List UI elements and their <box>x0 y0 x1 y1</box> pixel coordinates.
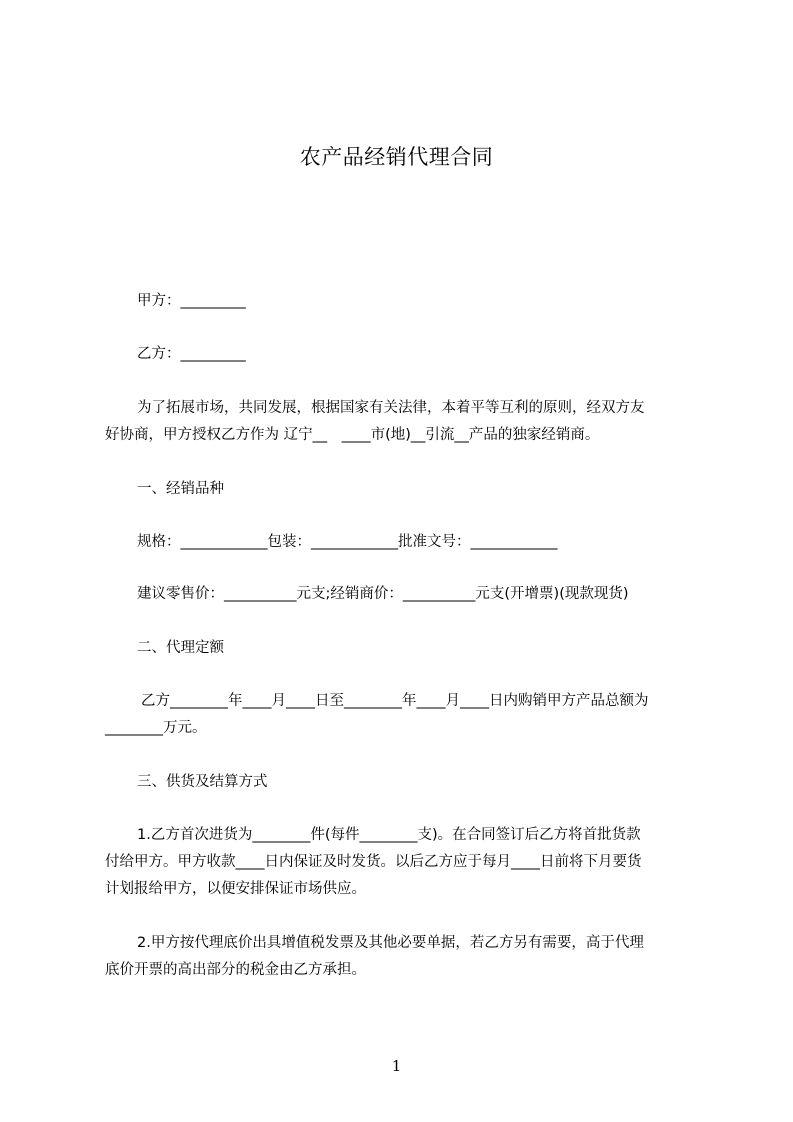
clause-1-line-2: 付给甲方。甲方收款____日内保证及时发货。以后乙方应于每月____日前将下月要货 <box>105 854 642 870</box>
clause-2-line-1: 2.甲方按代理底价出具增值税发票及其他必要单据，若乙方另有需要，高于代理 <box>137 935 644 951</box>
intro-paragraph-line-1: 为了拓展市场，共同发展，根据国家有关法律，本着平等互利的原则，经双方友 <box>137 400 645 416</box>
intro-paragraph-line-2: 好协商，甲方授权乙方作为 辽宁__ ____市(地)__引流__产品的独家经销商。 <box>105 427 600 443</box>
clause-1-line-1: 1.乙方首次进货为________件(每件________支)。在合同签订后乙方将首批货款 <box>137 827 641 843</box>
quota-line-2: ________万元。 <box>105 720 207 736</box>
section-3-heading: 三、供货及结算方式 <box>137 774 268 790</box>
section-1-heading: 一、经销品种 <box>137 481 224 497</box>
clause-1-line-3: 计划报给甲方，以便安排保证市场供应。 <box>105 881 366 897</box>
price-line: 建议零售价：__________元支;经销商价：__________元支(开增票)(现款现货) <box>137 586 629 602</box>
section-2-heading: 二、代理定额 <box>137 640 224 656</box>
spec-line: 规格：____________包装：____________批准文号：____________ <box>137 534 558 550</box>
clause-2-line-2: 底价开票的高出部分的税金由乙方承担。 <box>105 962 366 978</box>
party-b-line: 乙方：_________ <box>137 346 246 362</box>
quota-line-1: 乙方________年____月____日至________年____月____日内购销甲方产品总额为 <box>141 693 649 709</box>
page-number: 1 <box>391 1057 402 1075</box>
party-a-line: 甲方：_________ <box>137 293 246 309</box>
document-title: 农产品经销代理合同 <box>299 145 494 169</box>
